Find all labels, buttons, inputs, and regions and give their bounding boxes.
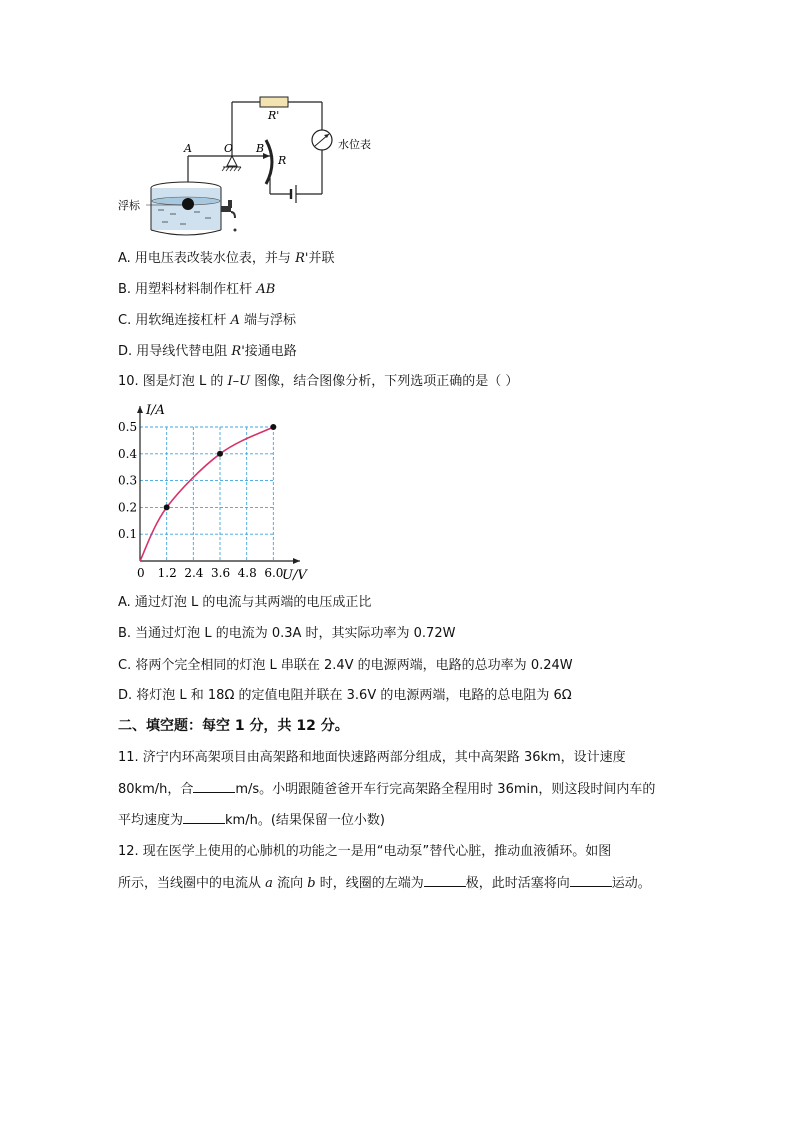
x-tick-label: 4.8 — [237, 566, 257, 580]
q9-option-c[interactable]: C. 用软绳连接杠杆 A 端与浮标 — [118, 313, 297, 328]
section-heading: 二、填空题：每空 1 分，共 12 分。 — [118, 718, 349, 734]
iu-chart — [110, 398, 320, 586]
label-r-prime: R' — [268, 109, 280, 122]
x-axis-arrow — [293, 558, 300, 564]
label-a: A — [184, 142, 192, 155]
y-tick-label: 0.1 — [118, 527, 138, 542]
q10-option-d[interactable]: D. 将灯泡 L 和 18Ω 的定值电阻并联在 3.6V 的电源两端，电路的总电阻为 6Ω — [118, 688, 572, 703]
q9-option-a[interactable]: A. 用电压表改装水位表，并与 R'并联 — [118, 251, 335, 266]
y-axis-label: I/A — [146, 403, 165, 418]
y-tick-label: 0.3 — [118, 473, 138, 488]
resistor-r-prime — [260, 97, 288, 107]
q12-line-1: 12. 现在医学上使用的心肺机的功能之一是用“电动泵”替代心脏，推动血液循环。如图 — [118, 844, 612, 859]
q10-option-a[interactable]: A. 通过灯泡 L 的电流与其两端的电压成正比 — [118, 595, 372, 610]
x-axis-label: U/V — [282, 568, 307, 583]
data-point — [270, 424, 276, 430]
q10-option-b[interactable]: B. 当通过灯泡 L 的电流为 0.3A 时，其实际功率为 0.72W — [118, 626, 456, 641]
float-ball — [182, 198, 194, 210]
y-axis-arrow — [137, 406, 143, 413]
q11-line-3: 平均速度为 km/h。(结果保留一位小数) — [118, 813, 385, 828]
q11-blank-2[interactable] — [183, 811, 225, 824]
q12-blank-1[interactable] — [424, 874, 466, 887]
y-tick-label: 0.2 — [118, 500, 138, 515]
q10-stem: 10. 图是灯泡 L 的 I–U 图像，结合图像分析，下列选项正确的是（ ） — [118, 374, 519, 389]
label-r: R — [278, 154, 287, 167]
label-meter: 水位表 — [338, 138, 371, 151]
data-point — [217, 451, 223, 457]
label-b: B — [256, 142, 265, 155]
x-tick-label: 3.6 — [211, 566, 231, 580]
label-float: 浮标 — [118, 199, 140, 212]
x-tick-label: 0 — [137, 566, 145, 580]
iu-curve — [140, 427, 273, 561]
q12-blank-2[interactable] — [570, 874, 612, 887]
q12-line-2: 所示，当线圈中的电流从 a 流向 b 时，线圈的左端为 极，此时活塞将向 运动。 — [118, 876, 651, 891]
q11-line-1: 11. 济宁内环高架项目由高架路和地面快速路两部分组成，其中高架路 36km，设计速度 — [118, 750, 626, 765]
circuit-diagram — [110, 88, 390, 248]
data-point — [164, 504, 170, 510]
q10-option-c[interactable]: C. 将两个完全相同的灯泡 L 串联在 2.4V 的电源两端，电路的总功率为 0.24W — [118, 658, 573, 673]
x-tick-label: 2.4 — [184, 566, 204, 580]
y-tick-label: 0.5 — [118, 420, 138, 434]
x-tick-label: 6.0 — [264, 566, 284, 580]
q11-blank-1[interactable] — [193, 780, 235, 793]
resistor-r-arc — [266, 140, 272, 184]
q9-option-d[interactable]: D. 用导线代替电阻 R'接通电路 — [118, 344, 297, 359]
y-tick-label: 0.4 — [118, 446, 138, 461]
x-tick-label: 1.2 — [157, 566, 177, 580]
q11-line-2: 80km/h，合 m/s。小明跟随爸爸开车行完高架路全程用时 36min，则这段时间内车的 — [118, 782, 656, 797]
label-o: O — [224, 142, 234, 155]
q9-option-b[interactable]: B. 用塑料材料制作杠杆 AB — [118, 282, 276, 297]
